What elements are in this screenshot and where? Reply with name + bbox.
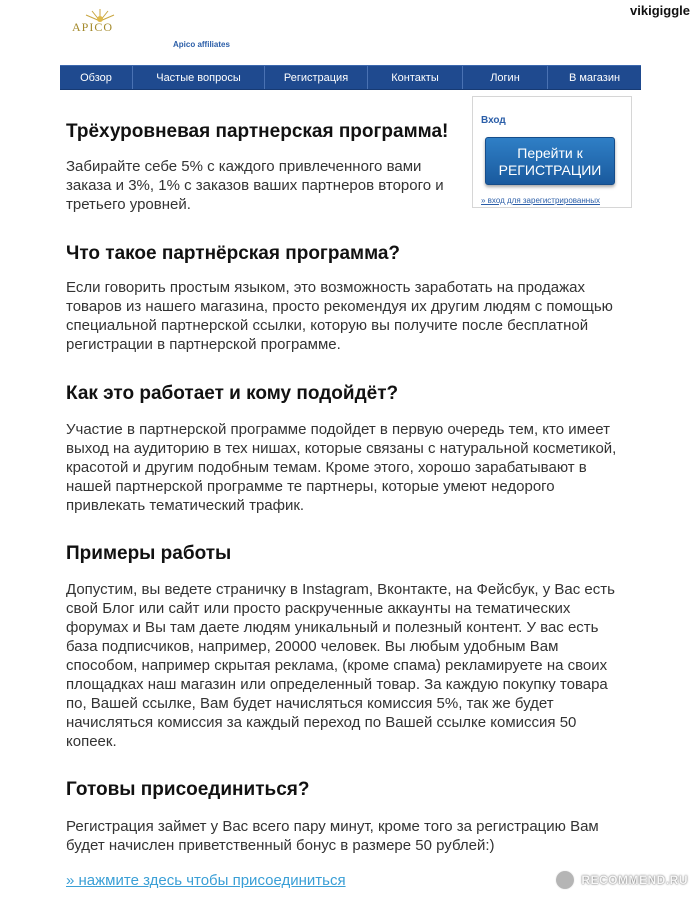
watermark-icon <box>555 870 575 890</box>
section-heading-how: Как это работает и кому подойдёт? <box>66 383 399 404</box>
section-text-what: Если говорить простым языком, это возможность заработать на продажах товаров из нашего магазина, просто рекомендуя их другим людям с помощью специальной партнерской ссылки, которую вы получите после бесплатной регистрации в партнерской программе. <box>66 279 613 353</box>
main-nav <box>60 65 641 90</box>
nav-item-login[interactable]: Логин <box>463 66 548 89</box>
button-line-1: Перейти к <box>517 145 583 161</box>
section-heading-join: Готовы присоединиться? <box>66 779 310 800</box>
watermark <box>555 870 688 890</box>
nav-item-contacts[interactable]: Контакты <box>368 66 463 89</box>
registered-login-link[interactable]: » вход для зарегистрированных <box>481 196 600 205</box>
nav-item-faq[interactable]: Частые вопросы <box>133 66 265 89</box>
site-tagline: Apico affiliates <box>173 40 230 49</box>
watermark-text: RECOMMEND.RU <box>581 873 688 887</box>
section-text-program: Забирайте себе 5% с каждого привлеченного вами заказа и 3%, 1% с заказов ваших партнеров второго и третьего уровней. <box>66 158 444 213</box>
login-title: Вход <box>481 115 506 126</box>
section-text-examples: Допустим, вы ведете страничку в Instagram, Вконтакте, на Фейсбук, у Вас есть свой Блог или сайт или просто раскрученные аккаунты на тематических форумах и Вы там даете людям уникальный и полезный контент. У вас есть база подписчиков, например, 20000 человек. Вы любым удобным Вам способом, например скрытая реклама, (кроме спама) рекламируете на своих площадках наш магазин или определенный товар. За каждую покупку товара по, Вашей ссылке, Вам будет начисляться комиссия 5%, так же будет начисляться комиссия за каждый переход по Вашей ссылке комиссия 50 копеек. <box>66 581 615 750</box>
nav-item-overview[interactable]: Обзор <box>60 66 133 89</box>
section-text-how: Участие в партнерской программе подойдет в первую очередь тем, кто имеет выход на аудиторию в тех нишах, которые связаны с натуральной косметикой, красотой и другим подобным темам. Кроме этого, хорошо зарабатывают в нашей партнерской программе те партнеры, которые умеют недорого привлекать тематический трафик. <box>66 421 617 514</box>
logo-text: APICO <box>72 20 114 34</box>
author-username[interactable]: vikigiggle <box>630 3 690 18</box>
section-heading-examples: Примеры работы <box>66 543 232 564</box>
section-text-join: Регистрация займет у Вас всего пару минут, кроме того за регистрацию Вам будет начислен приветственный бонус в размере 50 рублей:) <box>66 818 599 854</box>
join-link[interactable]: » нажмите здесь чтобы присоединиться <box>66 872 346 889</box>
button-line-2: РЕГИСТРАЦИИ <box>498 162 602 178</box>
nav-item-shop[interactable]: В магазин <box>568 71 621 84</box>
login-panel <box>472 96 632 208</box>
nav-item-registration[interactable]: Регистрация <box>265 66 368 89</box>
section-heading-program: Трёхуровневая партнерская программа! <box>66 121 449 142</box>
go-to-registration-button[interactable] <box>485 137 615 185</box>
section-heading-what: Что такое партнёрская программа? <box>66 243 401 264</box>
